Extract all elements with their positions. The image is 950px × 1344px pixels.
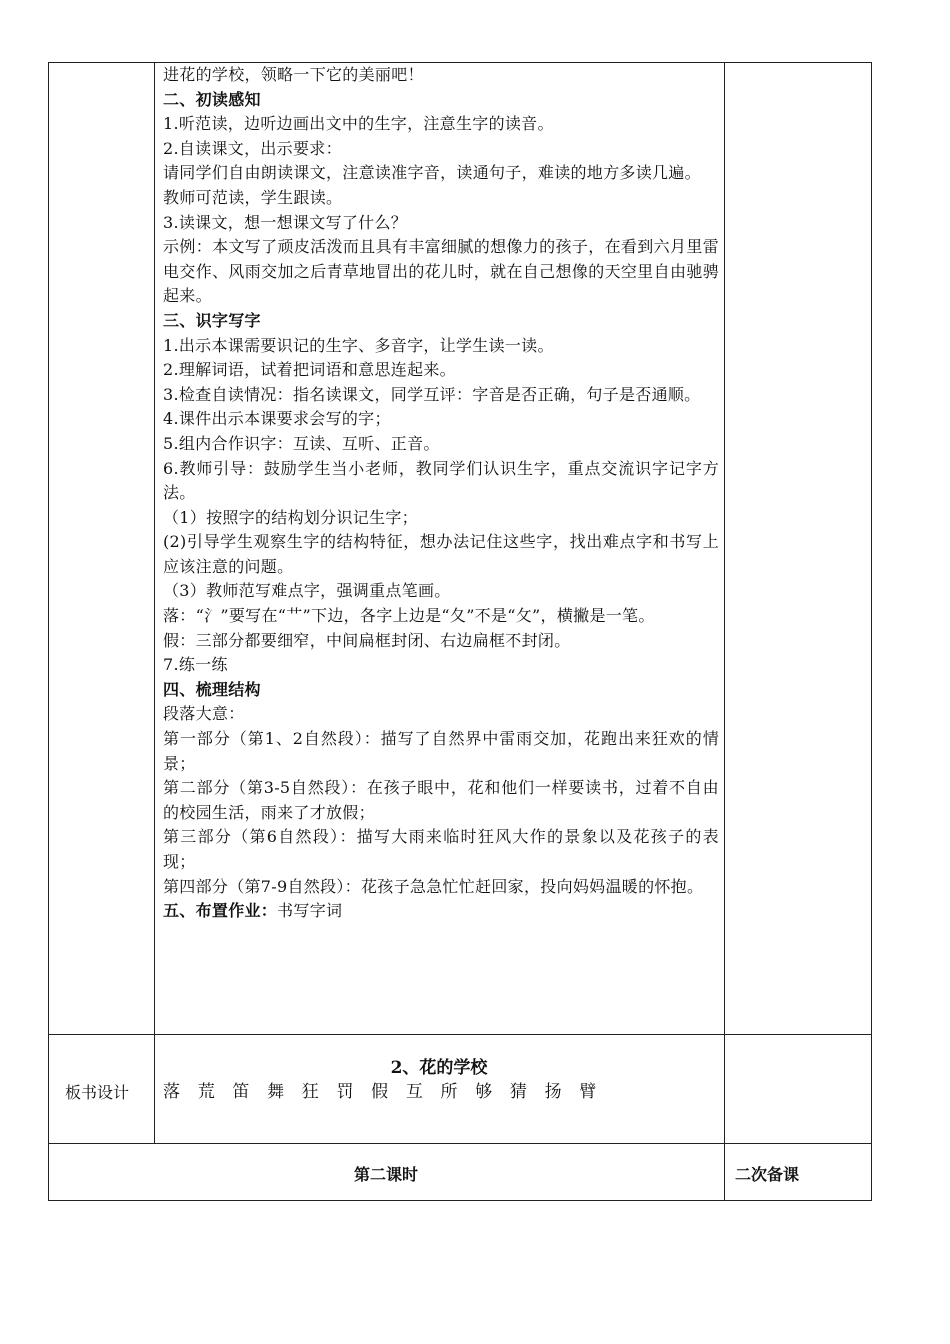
content-line: 示例：本文写了顽皮活泼而且具有丰富细腻的想像力的孩子，在看到六月里雷电交作、风雨交加之后青草地冒出的花儿时，就在自己想像的天空里自由驰骋起来。 xyxy=(163,237,719,306)
content-line: 假：三部分都要细窄，中间扁框封闭、右边扁框不封闭。 xyxy=(163,630,571,650)
board-character: 扬 xyxy=(544,1082,562,1102)
content-line: 4.课件出示本课要求会写的字； xyxy=(163,409,391,429)
content-line: （3）教师范写难点字，强调重点笔画。 xyxy=(163,581,451,601)
content-line: 教师可范读，学生跟读。 xyxy=(163,187,343,207)
board-character: 猜 xyxy=(509,1082,527,1102)
content-line: 3.读课文，想一想课文写了什么？ xyxy=(163,212,408,232)
content-line: （1）按照字的结构划分识记生字； xyxy=(163,507,418,527)
board-character: 荒 xyxy=(197,1082,215,1102)
section-heading: 三、识字写字 xyxy=(163,310,261,330)
homework-line xyxy=(163,899,719,924)
board-title: 2、花的学校 xyxy=(390,1058,488,1078)
content-line: 6.教师引导：鼓励学生当小老师，教同学们认识生字，重点交流识字记字方法。 xyxy=(163,458,719,503)
board-character: 臂 xyxy=(579,1082,597,1102)
content-line: 段落大意： xyxy=(163,704,245,724)
label-column-divider xyxy=(154,62,155,1143)
content-line: 2.理解词语，试着把词语和意思连起来。 xyxy=(163,360,456,380)
content-line: 7.练一练 xyxy=(163,655,228,675)
teaching-content xyxy=(163,63,719,924)
table-bottom-border xyxy=(48,1200,872,1201)
board-character: 够 xyxy=(475,1082,493,1102)
row-divider-footer xyxy=(48,1143,872,1144)
section-heading: 四、梳理结构 xyxy=(163,679,261,699)
notes-column-divider xyxy=(724,62,725,1200)
content-line: 第一部分（第1、2自然段）：描写了自然界中雷雨交加，花跑出来狂欢的情景； xyxy=(163,729,719,773)
content-line: 第二部分（第3-5自然段）：在孩子眼中，花和他们一样要读书，过着不自由的校园生活，雨来了才放假； xyxy=(163,778,719,822)
table-left-border xyxy=(48,62,49,1200)
second-lesson-title: 第二课时 xyxy=(353,1165,418,1184)
homework-heading: 五、布置作业： xyxy=(163,901,278,921)
table-right-border xyxy=(871,62,872,1200)
board-character: 罚 xyxy=(336,1082,354,1102)
board-character: 落 xyxy=(163,1082,180,1102)
content-line: 第三部分（第6自然段）：描写大雨来临时狂风大作的景象以及花孩子的表现； xyxy=(163,827,719,871)
content-line: 第四部分（第7-9自然段）：花孩子急急忙忙赶回家，投向妈妈温暖的怀抱。 xyxy=(163,876,704,896)
row-divider-board xyxy=(48,1034,872,1035)
board-character: 所 xyxy=(440,1082,458,1102)
homework-text: 书写字词 xyxy=(277,901,343,921)
content-line: 1.听范读，边听边画出文中的生字，注意生字的读音。 xyxy=(163,114,554,134)
board-character: 笛 xyxy=(232,1082,250,1102)
content-line: 请同学们自由朗读课文，注意读准字音，读通句子，难读的地方多读几遍。 xyxy=(163,163,701,183)
content-line: 2.自读课文，出示要求： xyxy=(163,138,342,158)
board-characters xyxy=(163,1077,719,1102)
content-line: 1.出示本课需要识记的生字、多音字，让学生读一读。 xyxy=(163,335,554,355)
section-heading: 二、初读感知 xyxy=(163,89,261,109)
second-prep-label: 二次备课 xyxy=(735,1165,800,1184)
board-character: 互 xyxy=(405,1082,423,1102)
board-design-label: 板书设计 xyxy=(65,1083,130,1102)
content-line: 3.检查自读情况：指名读课文，同学互评：字音是否正确，句子是否通顺。 xyxy=(163,384,701,404)
content-line: 落：“氵”要写在“艹”下边，各字上边是“夂”不是“攵”，横撇是一笔。 xyxy=(163,606,655,626)
content-line: 5.组内合作识字：互读、互听、正音。 xyxy=(163,433,440,453)
board-character: 假 xyxy=(371,1082,389,1102)
content-line: 进花的学校，领略一下它的美丽吧！ xyxy=(163,65,424,84)
board-character: 舞 xyxy=(267,1082,285,1102)
board-character: 狂 xyxy=(301,1082,319,1102)
content-line: (2)引导学生观察生字的结构特征，想办法记住这些字，找出难点字和书写上应该注意的问题。 xyxy=(163,532,719,576)
